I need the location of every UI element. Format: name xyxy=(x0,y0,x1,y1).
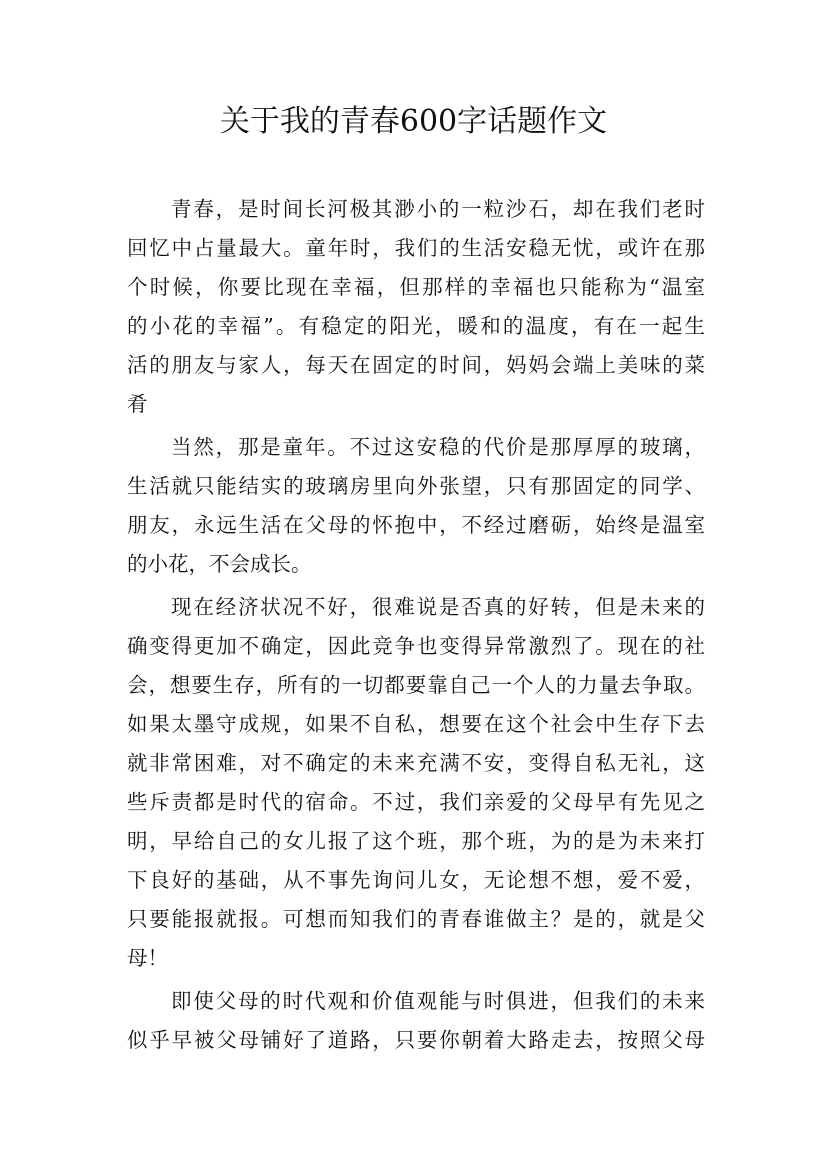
paragraph xyxy=(127,588,705,978)
text-line: 的小花，不会成长。 xyxy=(127,552,312,576)
text-line: 明，早给自己的女儿报了这个班，那个班，为的是为未来打 xyxy=(127,829,705,853)
text-line: 些斥责都是时代的宿命。不过，我们亲爱的父母早有先见之 xyxy=(127,790,705,814)
text-line: 朋友，永远生活在父母的怀抱中，不经过磨砺，始终是温室 xyxy=(127,513,705,537)
text-line: 现在经济状况不好，很难说是否真的好转，但是未来的 xyxy=(171,595,705,619)
paragraph xyxy=(127,428,705,584)
text-line: 会，想要生存，所有的一切都要靠自己一个人的力量去争取。 xyxy=(127,673,705,697)
text-line: 即使父母的时代观和价值观能与时俱进，但我们的未来 xyxy=(171,989,705,1013)
text-line: 只要能报就报。可想而知我们的青春谁做主？是的，就是父 xyxy=(127,907,705,931)
text-line: 如果太墨守成规，如果不自私，想要在这个社会中生存下去 xyxy=(127,712,705,736)
text-line: 的小花的幸福”。有稳定的阳光，暖和的温度，有在一起生 xyxy=(127,314,705,338)
text-line: 下良好的基础，从不事先询问儿女，无论想不想，爱不爱， xyxy=(127,868,705,892)
text-line: 母！ xyxy=(127,946,168,970)
text-line: 生活就只能结实的玻璃房里向外张望，只有那固定的同学、 xyxy=(127,474,705,498)
document-body xyxy=(127,190,705,1060)
text-line: 确变得更加不确定，因此竞争也变得异常激烈了。现在的社 xyxy=(127,634,705,658)
paragraph xyxy=(127,982,705,1060)
text-line: 回忆中占量最大。童年时，我们的生活安稳无忧，或许在那 xyxy=(127,236,705,260)
text-line: 肴 xyxy=(127,392,148,416)
text-line: 活的朋友与家人，每天在固定的时间，妈妈会端上美味的菜 xyxy=(127,353,705,377)
text-line: 就非常困难，对不确定的未来充满不安，变得自私无礼，这 xyxy=(127,751,705,775)
text-line: 个时候，你要比现在幸福，但那样的幸福也只能称为“温室 xyxy=(127,275,705,299)
text-line: 青春，是时间长河极其渺小的一粒沙石，却在我们老时 xyxy=(171,197,705,221)
document-title: 关于我的青春600字话题作文 xyxy=(219,104,608,139)
text-line: 似乎早被父母铺好了道路，只要你朝着大路走去，按照父母 xyxy=(127,1028,705,1052)
paragraph xyxy=(127,190,705,424)
text-line: 当然，那是童年。不过这安稳的代价是那厚厚的玻璃， xyxy=(171,435,705,459)
